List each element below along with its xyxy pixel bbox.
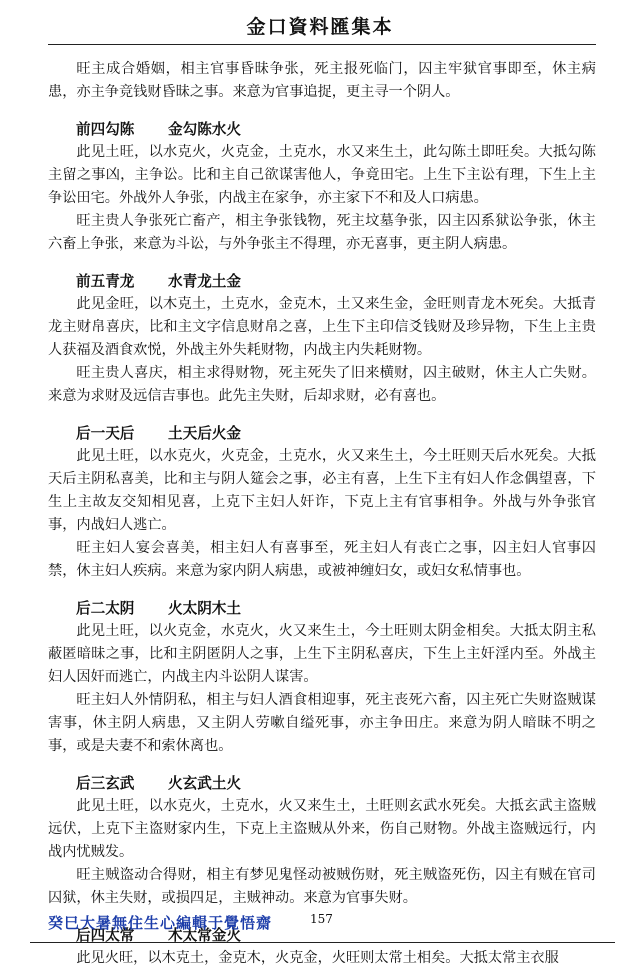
section-label: 后三玄武 bbox=[76, 775, 135, 792]
section-label: 前五青龙 bbox=[76, 273, 135, 290]
section-heading bbox=[48, 597, 596, 620]
page-number: 157 bbox=[310, 912, 333, 926]
section-paragraph: 此见土旺，以水克火，火克金，土克水，水又来生土，此勾陈土即旺矣。大抵勾陈主留之事凶，主争讼。比和主自己欲谋害他人，争竟田宅。上生下主讼有理，下生上主争讼田宅。外战外人争张，内战主在家争，亦主家下不和及人口病患。 bbox=[48, 144, 596, 206]
section-qinglong bbox=[48, 270, 596, 408]
section-label: 后二太阴 bbox=[76, 600, 135, 617]
intro-paragraph: 旺主成合婚姻，相主官事昏昧争张，死主报死临门，囚主牢狱官事即至，休主病患，亦主争竞钱财昏昧之事。来意为官事追捉，更主寻一个阴人。 bbox=[48, 61, 596, 100]
section-subtitle: 火玄武土火 bbox=[168, 775, 241, 792]
section-subtitle: 土天后火金 bbox=[168, 425, 241, 442]
section-paragraph: 此见土旺，以水克火，土克水，火又来生土，土旺则玄武水死矣。大抵玄武主盗贼远伏，上克下主盗财家内生，下克上主盗贼从外来，伤自己财物。外战主盗贼远行，内战内忧贼发。 bbox=[48, 798, 596, 860]
page-title: 金口資料匯集本 bbox=[246, 16, 394, 38]
section-subtitle: 火太阴木土 bbox=[168, 600, 241, 617]
section-subtitle: 金勾陈水火 bbox=[168, 121, 241, 138]
footer-credit: 癸巳大暑無住生心編輯于覺悟齋 bbox=[48, 914, 273, 932]
section-paragraph: 旺主贼盗动合得财，相主有梦见鬼怪动被贼伤财，死主贼盗死伤，囚主有贼在官司囚狱，休主失财，或损四足，主贼神动。来意为官事失财。 bbox=[48, 867, 596, 906]
section-tianhou bbox=[48, 422, 596, 583]
section-xuanwu bbox=[48, 772, 596, 910]
section-label: 后一天后 bbox=[76, 425, 135, 442]
section-gouchen bbox=[48, 118, 596, 256]
section-paragraph: 旺主妇人宴会喜美，相主妇人有喜事至，死主妇人有丧亡之事，囚主妇人官事囚禁，休主妇人疾病。来意为家内阴人病患，或被神缠妇女，或妇女私情事也。 bbox=[48, 540, 596, 579]
section-heading bbox=[48, 270, 596, 293]
section-paragraph: 此见土旺，以火克金，水克火，火又来生土，今土旺则太阴金相矣。大抵太阴主私蔽匿暗昧之事，比和主阴匿阴人之事，上生下主阴私喜庆，下生上主奸淫内至。外战主妇人因奸而逃亡，内战主内斗讼阴人谋害。 bbox=[48, 623, 596, 685]
section-paragraph: 旺主妇人外情阴私，相主与妇人酒食相迎事，死主丧死六畜，囚主死亡失财盗贼谋害事，休主阴人病患，又主阴人劳嗽自缢死事，亦主争田庄。来意为阴人暗昧不明之事，或是夫妻不和索休离也。 bbox=[48, 692, 596, 754]
section-subtitle: 木太常金火 bbox=[168, 927, 241, 944]
header-divider bbox=[48, 44, 596, 45]
footer-divider bbox=[30, 942, 615, 943]
section-label: 前四勾陈 bbox=[76, 121, 135, 138]
section-paragraph: 旺主贵人争张死亡畜产，相主争张钱物，死主坟墓争张，囚主囚系狱讼争张，休主六畜上争张，来意为斗讼，与外争张主不得理，亦无喜事，更主阴人病患。 bbox=[48, 213, 596, 252]
section-paragraph: 旺主贵人喜庆，相主求得财物，死主死失了旧来横财，囚主破财，休主人亡失财。来意为求财及远信吉事也。此先主失财，后却求财，必有喜也。 bbox=[48, 365, 596, 404]
section-heading bbox=[48, 422, 596, 445]
section-paragraph: 此见火旺，以木克土，金克木，火克金，火旺则太常土相矣。大抵太常主衣服 bbox=[76, 950, 559, 966]
section-heading bbox=[48, 118, 596, 141]
section-heading bbox=[48, 772, 596, 795]
page-body bbox=[48, 58, 596, 970]
section-subtitle: 水青龙土金 bbox=[168, 273, 241, 290]
section-paragraph: 此见土旺，以水克火，火克金，土克水，火又来生土，今土旺则天后水死矣。大抵天后主阴私喜美，比和主与阴人筵会之事，必主有喜，上生下主有妇人作念偶望喜，下生上主故友交知相见喜，上克下主妇人奸诈，下克上主有官事相争。外战与外争张官事，内战妇人逃亡。 bbox=[48, 448, 596, 533]
section-label: 后四太常 bbox=[76, 927, 135, 944]
section-paragraph: 此见金旺，以木克土，土克水，金克木，土又来生金，金旺则青龙木死矣。大抵青龙主财帛喜庆，比和主文字信息财帛之喜，上生下主印信爻钱财及珍异物，下生上主贵人获福及酒食欢悦，外战主外失耗财物，内战主内失耗财物。 bbox=[48, 296, 596, 358]
section-taiyin bbox=[48, 597, 596, 758]
